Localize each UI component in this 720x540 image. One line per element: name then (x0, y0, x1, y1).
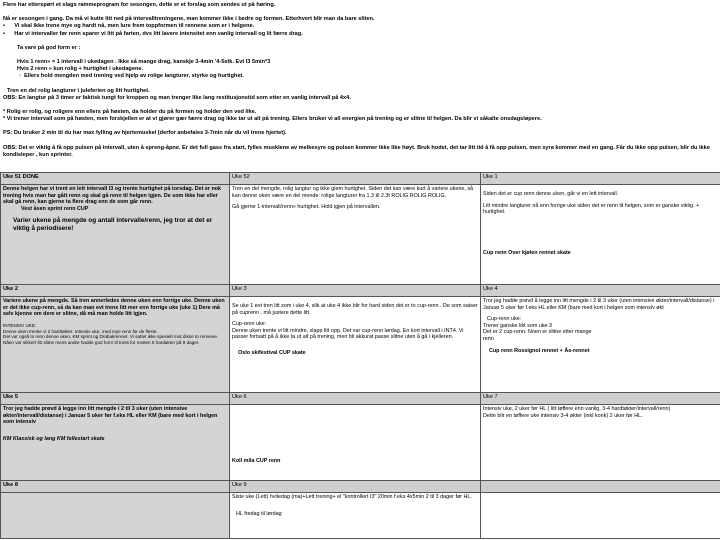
intro-line: ◦ Ellers hold mengden med trening ved hjelp av rolige langturer, styrke og hurtighet. (19, 73, 244, 80)
week-header: Uke 2 (1, 285, 230, 297)
cell-text: Tren en del mengde, rolig langtur og ikke glem hurtighet. Siden det kan være kurt å variere ukene, så kan denne uken være en del mende: rolige langturer fra 1.3 til 2.3t ROLIG ROLIG ROLIG. (232, 186, 474, 199)
intro-line: * Rolig er rolig, og roligere enn ellers på høsten, da holder du på formen og holder den ved like. (3, 109, 257, 116)
cell-text: Koll mila CUP renn (232, 458, 281, 464)
cell-text: Denne uken trenke vi 2 hardtøkter. Intensiv uke, med mye renn for de fleste. (3, 328, 158, 334)
cell-text: Siden det er cup renn denne uken, går vi en lett intervall. (483, 191, 619, 197)
cell-text: Cup renn Over kjølen rennet skate (483, 249, 571, 256)
week-cell (481, 297, 720, 393)
cell-text: Varier ukene på mengde og antall intervalle/renn, jeg tror at det er viktig å periodisere! (13, 217, 213, 233)
cell-text: Denne uken trente vi litt mindre, slapp litt opp. Det var cup-renn lørdag. En kort intervall i INT4. Vi passer fortsatt på å ikke ta ut alt på trening, men bli akkurat passe slitne uten å gå i kjelleren. (232, 327, 464, 341)
cell-text: Se uke 1 evt tren litt som i uke 4, slik at uke 4 ikke blir for hard siden det er to cup-renn . De som satser på cuprenn , må justere dette litt. (232, 303, 478, 316)
week-header: Uke 7 (481, 393, 720, 405)
intro-line: OBS: En langtur på 3 timer er faktisk tungt for kroppen og man trenger like lang restitusjonstid som etter en vanlig intervall på 4x4. (3, 94, 351, 101)
week-content-row (1, 405, 720, 481)
intro-line: * Vi trener intervall som på høsten, men forskjellen er at vi gjører gær færre drag og ikke tar ut alt på trening. Ellers bruker vi all energien på trening og er slitne til helgen. Da blir vi såkalte onsdagsløpere. (3, 116, 542, 123)
week-cell (1, 405, 230, 481)
cell-text: Gå gjerne 1-intervall/renn» hurtighet. Hold igjen på intervallen. (232, 204, 381, 211)
week-header-row (1, 393, 720, 405)
cell-text: HL fredag til lørdag (236, 510, 282, 517)
cell-text: Oslo skifestival CUP skate (238, 349, 306, 356)
week-header-row (1, 173, 720, 185)
cell-text: Tror jeg hadde prøvd å legge inn litt mengde i 2 til 3 uker (uten intensive økter/intervall/distanse) i Januar 5 uker før f.eks HL eller KM (bare med kort i helgen som intensiv økt (483, 298, 715, 311)
week-header: Uke 3 (230, 285, 481, 297)
week-header: Uke 6 (230, 393, 481, 405)
week-cell (481, 493, 720, 539)
intro-line: Flere har etterspørt et slags rammeprogram for sesongen, dette er et forslag som sendes ut på høring. (3, 2, 276, 8)
week-cell (230, 185, 481, 285)
week-cell (230, 297, 481, 393)
week-header-row (1, 481, 720, 493)
week-header: Uke 5 (1, 393, 230, 405)
intro-line: Ta vare på god form er : (17, 44, 81, 51)
intro-line: Nå er sesongen i gang. Da må vi kutte litt ned på intervalltreningene, man kommer ikke i bedre og formen. Etterhvert blir man da bare sliten. (3, 16, 375, 23)
week-header: Uke 52 (230, 173, 481, 185)
intro-line: Hvis 2 renn » kun rolig + hurtighet i ukedagene. (17, 66, 144, 73)
intro-line: PS: Du bruker 2 min til du har max fylling av hjertemuskel (derfor anbefales 3-7min når du vil trene hjertet). (3, 130, 287, 137)
week-cell (1, 493, 230, 539)
cell-text: Cup-renn uke: (232, 321, 267, 328)
week-cell (230, 405, 481, 481)
week-header: Uke 51 DONE (1, 173, 230, 185)
week-cell (1, 185, 230, 285)
cell-text: Intensiv uke, 2 uker før HL ( litt tøffere enn vanlig, 3-4 hardtøkter/intervall/renn) (483, 406, 671, 412)
cell-text: INTENSIV UKE: (3, 322, 37, 328)
cell-text: Siste uke (Lett) hviledag (ma)+Lett trening+ el "kontrollert I3" 20min f.eks 4x5min 2 til 3 dager før HL. (232, 494, 472, 500)
cell-text: Vest åsen sprint renn CUP (21, 205, 89, 212)
cell-text: Denne helgen har vi trent en lett intervall I3 og trente hurtighet på torsdag. Det er nok trening hvis man har gått renn og skal gå renn til helgen igjen. De som ikke har eller skal gå renn, kan gjerne ta flere drag enn de som går renn. (3, 186, 222, 206)
week-cell (230, 493, 481, 539)
cell-text: Dette blir en tøffere uke intensiv 3-4 økter (inkl konk) 2 uker før HL. (483, 412, 643, 419)
intro-line: OBS: Det er viktig å få opp pulsen på intervall, uten å spreng-åpne. Er det full gass fra start, fylles musklene av melkesyre og pulsen kommer ikke like høyt. Bruk hodet, det tar litt tid å få opp pulsen, men syra kommer med en gang. Får du ikke opp pulsen, blir du ikke kondisleper , kun sprinter. (3, 144, 712, 158)
week-header-row (1, 285, 720, 297)
intro-line: Hvis 1 renn» = 1 intervall i ukedagen . Ikke så mange drag, kanskje 3-4min '4-5stk. Evt I3 5min*3 (17, 59, 271, 66)
week-header: Uke 9 (230, 481, 481, 493)
cell-text: Det er 2 cup-renn. Noen er slitne etter mange (483, 329, 592, 336)
intro-text (0, 0, 720, 170)
week-header: Uke 8 (1, 481, 230, 493)
cell-text: Det var også to renn denne uken, KM sprint og Drabakrennet. Vi sattet ikke spesielt mot disse to rennene. Nåen var sikkert litt slitne mens andre hadde god form til tross for nesten 6 hardakter på 9 dager. (3, 334, 219, 346)
week-content-row (1, 297, 720, 393)
cell-text: Trener ganske likt som uke 3 (483, 322, 553, 329)
training-plan-table (0, 172, 720, 539)
cell-text: KM Klassisk og lang KM fellestart skate (3, 435, 105, 442)
week-cell (481, 405, 720, 481)
cell-text: Cup renn Rossignol rennet + Ås-rennet (489, 347, 590, 354)
week-header (481, 481, 720, 493)
week-cell (1, 297, 230, 393)
week-content-row (1, 185, 720, 285)
cell-text: Variere ukene på mengde. Så tren annerledes denne uken enn forrige uke. Denne uken er det ikke cup-renn, så da kan man evt trene litt mer enn forrige uke (uke 1) Dere må selv kjenne om dere er slitne, då må man holde litt igjen. (3, 298, 225, 318)
week-header: Uke 4 (481, 285, 720, 297)
intro-bullet: • Vi skal ikke trene mye og hardt nå, men lure frem toppformen til rennene som er i helgene. (3, 23, 255, 30)
intro-line: Tren en del rolig langturer i juleferien og litt hurtighet. (7, 87, 150, 94)
cell-text: renn (483, 335, 494, 342)
cell-text: Cup-renn uke: (487, 316, 522, 323)
week-content-row (1, 493, 720, 539)
cell-text: Litt mindre langturer nå enn forrige uke siden det er renn til helgen, som er ganske viktig. + hurtighet. (483, 202, 700, 216)
week-cell (481, 185, 720, 285)
cell-text: Tror jeg hadde prøvd å legge inn litt mengde i 2 til 3 uker (uten intensive økter/intervall/distanse) i Januar 5 uker før f.eks HL eller KM (bare med kort i helgen som intensiv (3, 406, 218, 426)
week-header: Uke 1 (481, 173, 720, 185)
intro-bullet: • Har vi intervaller før renn sparer vi litt på farten, dvs litt lavere intensitet enn vanlig intervall og lit færre drag. (3, 30, 303, 37)
